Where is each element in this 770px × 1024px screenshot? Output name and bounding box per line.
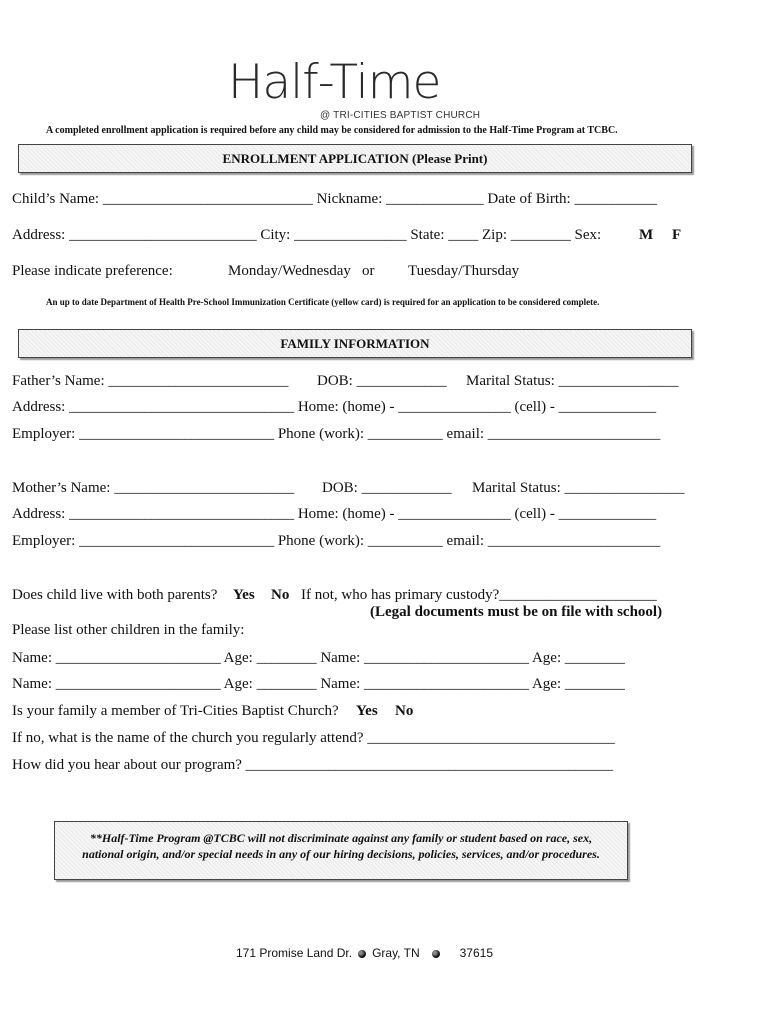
other-church-line: If no, what is the name of the church you regularly attend? _________________________________ [12, 730, 615, 746]
enrollment-title: ENROLLMENT APPLICATION (Please Print) [222, 151, 488, 166]
footer-street: 171 Promise Land Dr. [236, 946, 353, 960]
mother-address-line: Address: ______________________________ Home: (home) - _______________ (cell) - _____________ [12, 506, 657, 522]
family-title: FAMILY INFORMATION [280, 336, 430, 351]
live-with-both-no: No [271, 587, 290, 603]
father-name-line: Father’s Name: ________________________ [12, 373, 289, 389]
intro-text: A completed enrollment application is required before any child may be considered for admission to the Half-Time Program at TCBC. [46, 125, 618, 136]
immunization-note: An up to date Department of Health Pre-School Immunization Certificate (yellow card) is required for an application to be considered complete. [46, 297, 600, 307]
member-question: Is your family a member of Tri-Cities Baptist Church? [12, 703, 339, 719]
notice-line-1: **Half-Time Program @TCBC will not discriminate against any family or student based on race, sex, [89, 831, 593, 845]
footer-city: Gray, TN [372, 946, 420, 960]
preference-tue-thu: Tuesday/Thursday [408, 263, 520, 279]
logo-title: Half-Time [228, 55, 441, 110]
sibling-row-2: Name: ______________________ Age: ________ Name: ______________________ Age: ________ [12, 676, 625, 692]
notice-line-2: national origin, and/or special needs in any of our hiring decisions, policies, services, and/or procedures. [82, 847, 600, 861]
hear-about-line: How did you hear about our program? _________________________________________________ [12, 757, 614, 773]
bullet-icon [358, 950, 366, 958]
member-yes: Yes [356, 703, 378, 719]
address-line: Address: _________________________ City: _______________ State: ____ Zip: ________ Sex: [12, 227, 602, 243]
mother-name-line: Mother’s Name: ________________________ [12, 480, 295, 496]
live-with-both-question: Does child live with both parents? [12, 587, 218, 603]
mother-marital-line: Marital Status: ________________ [472, 480, 685, 496]
enrollment-header-box [18, 144, 692, 173]
preference-mon-wed: Monday/Wednesday [228, 263, 351, 279]
bullet-icon [432, 950, 440, 958]
father-address-line: Address: ______________________________ Home: (home) - _______________ (cell) - _____________ [12, 399, 657, 415]
footer-address [236, 946, 493, 960]
sex-m: M [639, 227, 654, 243]
logo-subtitle: @ TRI-CITIES BAPTIST CHURCH [320, 110, 481, 121]
member-no: No [395, 703, 414, 719]
father-dob-line: DOB: ____________ [317, 373, 447, 389]
mother-employer-line: Employer: __________________________ Phone (work): __________ email: _______________________ [12, 533, 661, 549]
legal-docs-note: (Legal documents must be on file with school) [370, 604, 663, 620]
mother-dob-line: DOB: ____________ [322, 480, 452, 496]
sex-f: F [672, 227, 682, 243]
family-header-box [18, 329, 692, 358]
preference-label: Please indicate preference: [12, 263, 173, 279]
preference-or: or [362, 263, 375, 279]
child-name-line: Child’s Name: ____________________________ Nickname: _____________ Date of Birth: ___________ [12, 191, 657, 207]
non-discrimination-box [54, 821, 628, 880]
live-with-both-yes: Yes [233, 587, 255, 603]
custody-line: If not, who has primary custody?_____________________ [301, 587, 657, 603]
other-children-label: Please list other children in the family: [12, 622, 245, 638]
footer-zip: 37615 [459, 946, 493, 960]
father-marital-line: Marital Status: ________________ [466, 373, 679, 389]
sibling-row-1: Name: ______________________ Age: ________ Name: ______________________ Age: ________ [12, 650, 625, 666]
father-employer-line: Employer: __________________________ Phone (work): __________ email: _______________________ [12, 426, 661, 442]
